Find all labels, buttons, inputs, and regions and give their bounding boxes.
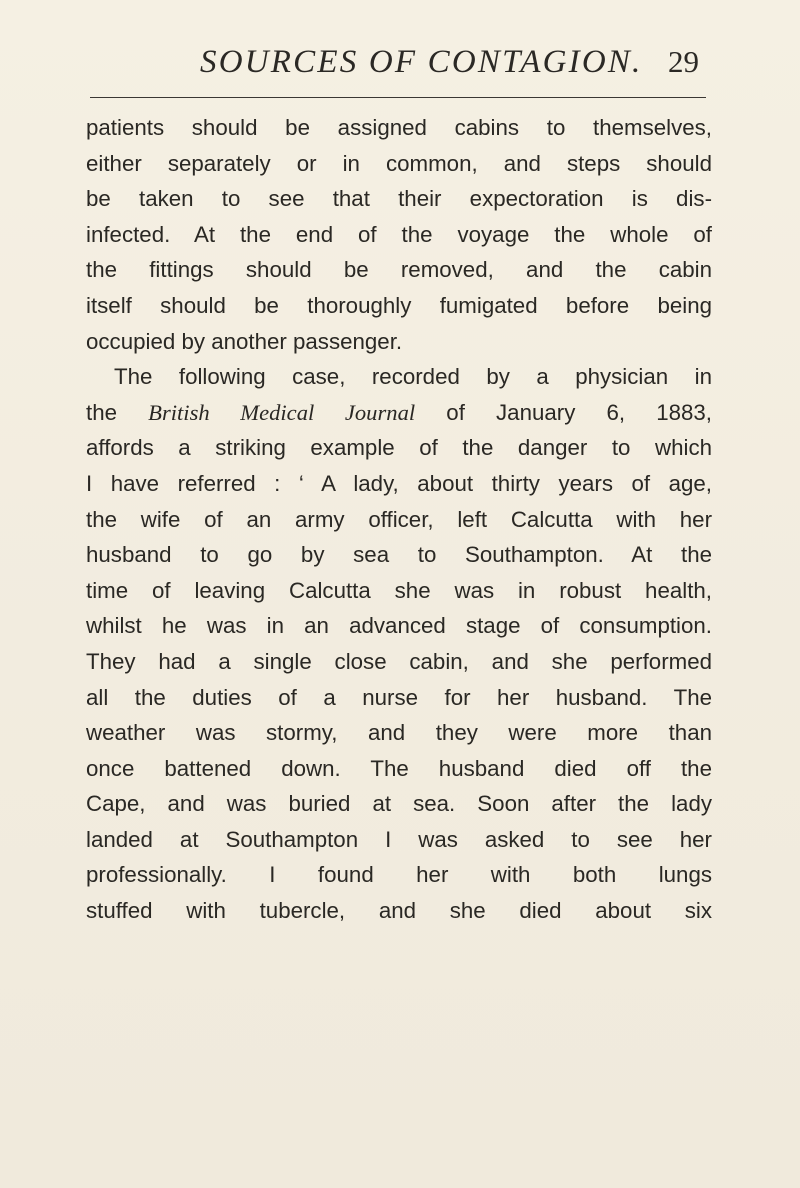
running-head [0,42,800,82]
text-line: The following case, recorded by a physician in [114,364,712,390]
text-line: patients should be assigned cabins to themselves, [86,115,712,140]
text-line: either separately or in common, and steps should [86,150,712,176]
text-line [86,395,712,431]
header-rule [90,97,706,98]
text-line: I have referred : ‘ A lady, about thirty years of age, [86,470,712,496]
body-text [86,110,712,929]
text-line: the fittings should be removed, and the cabin [86,257,712,283]
text-line: be taken to see that their expectoration is dis- [86,186,712,212]
text-line: infected. At the end of the voyage the whole of [86,221,712,247]
text-line: affords a striking example of the danger to which [86,435,712,461]
text-line: stuffed with tubercle, and she died about six [86,898,712,924]
text-line: They had a single close cabin, and she performed [86,648,712,674]
text-line: occupied by another passenger. [86,328,403,354]
text-line: the wife of an army officer, left Calcutta with her [86,506,712,532]
text-line: time of leaving Calcutta she was in robust health, [86,577,712,603]
text-line: landed at Southampton I was asked to see her [86,826,712,852]
text-line: weather was stormy, and they were more than [86,720,712,746]
text-line: professionally. I found her with both lungs [86,862,712,888]
text-line: whilst he was in an advanced stage of consumption. [86,613,712,639]
text-fragment: of January 6, 1883, [415,399,713,425]
text-line: itself should be thoroughly fumigated before being [86,292,712,318]
text-fragment: the [86,399,149,425]
journal-title: British Medical Journal [148,399,416,425]
text-line: Cape, and was buried at sea. Soon after the lady [86,791,712,817]
page-number: 29 [668,44,699,79]
text-line: once battened down. The husband died off the [86,755,712,781]
text-line: all the duties of a nurse for her husband. The [86,684,712,710]
running-head-title: SOURCES OF CONTAGION. [200,44,643,80]
text-line: husband to go by sea to Southampton. At the [86,542,712,568]
